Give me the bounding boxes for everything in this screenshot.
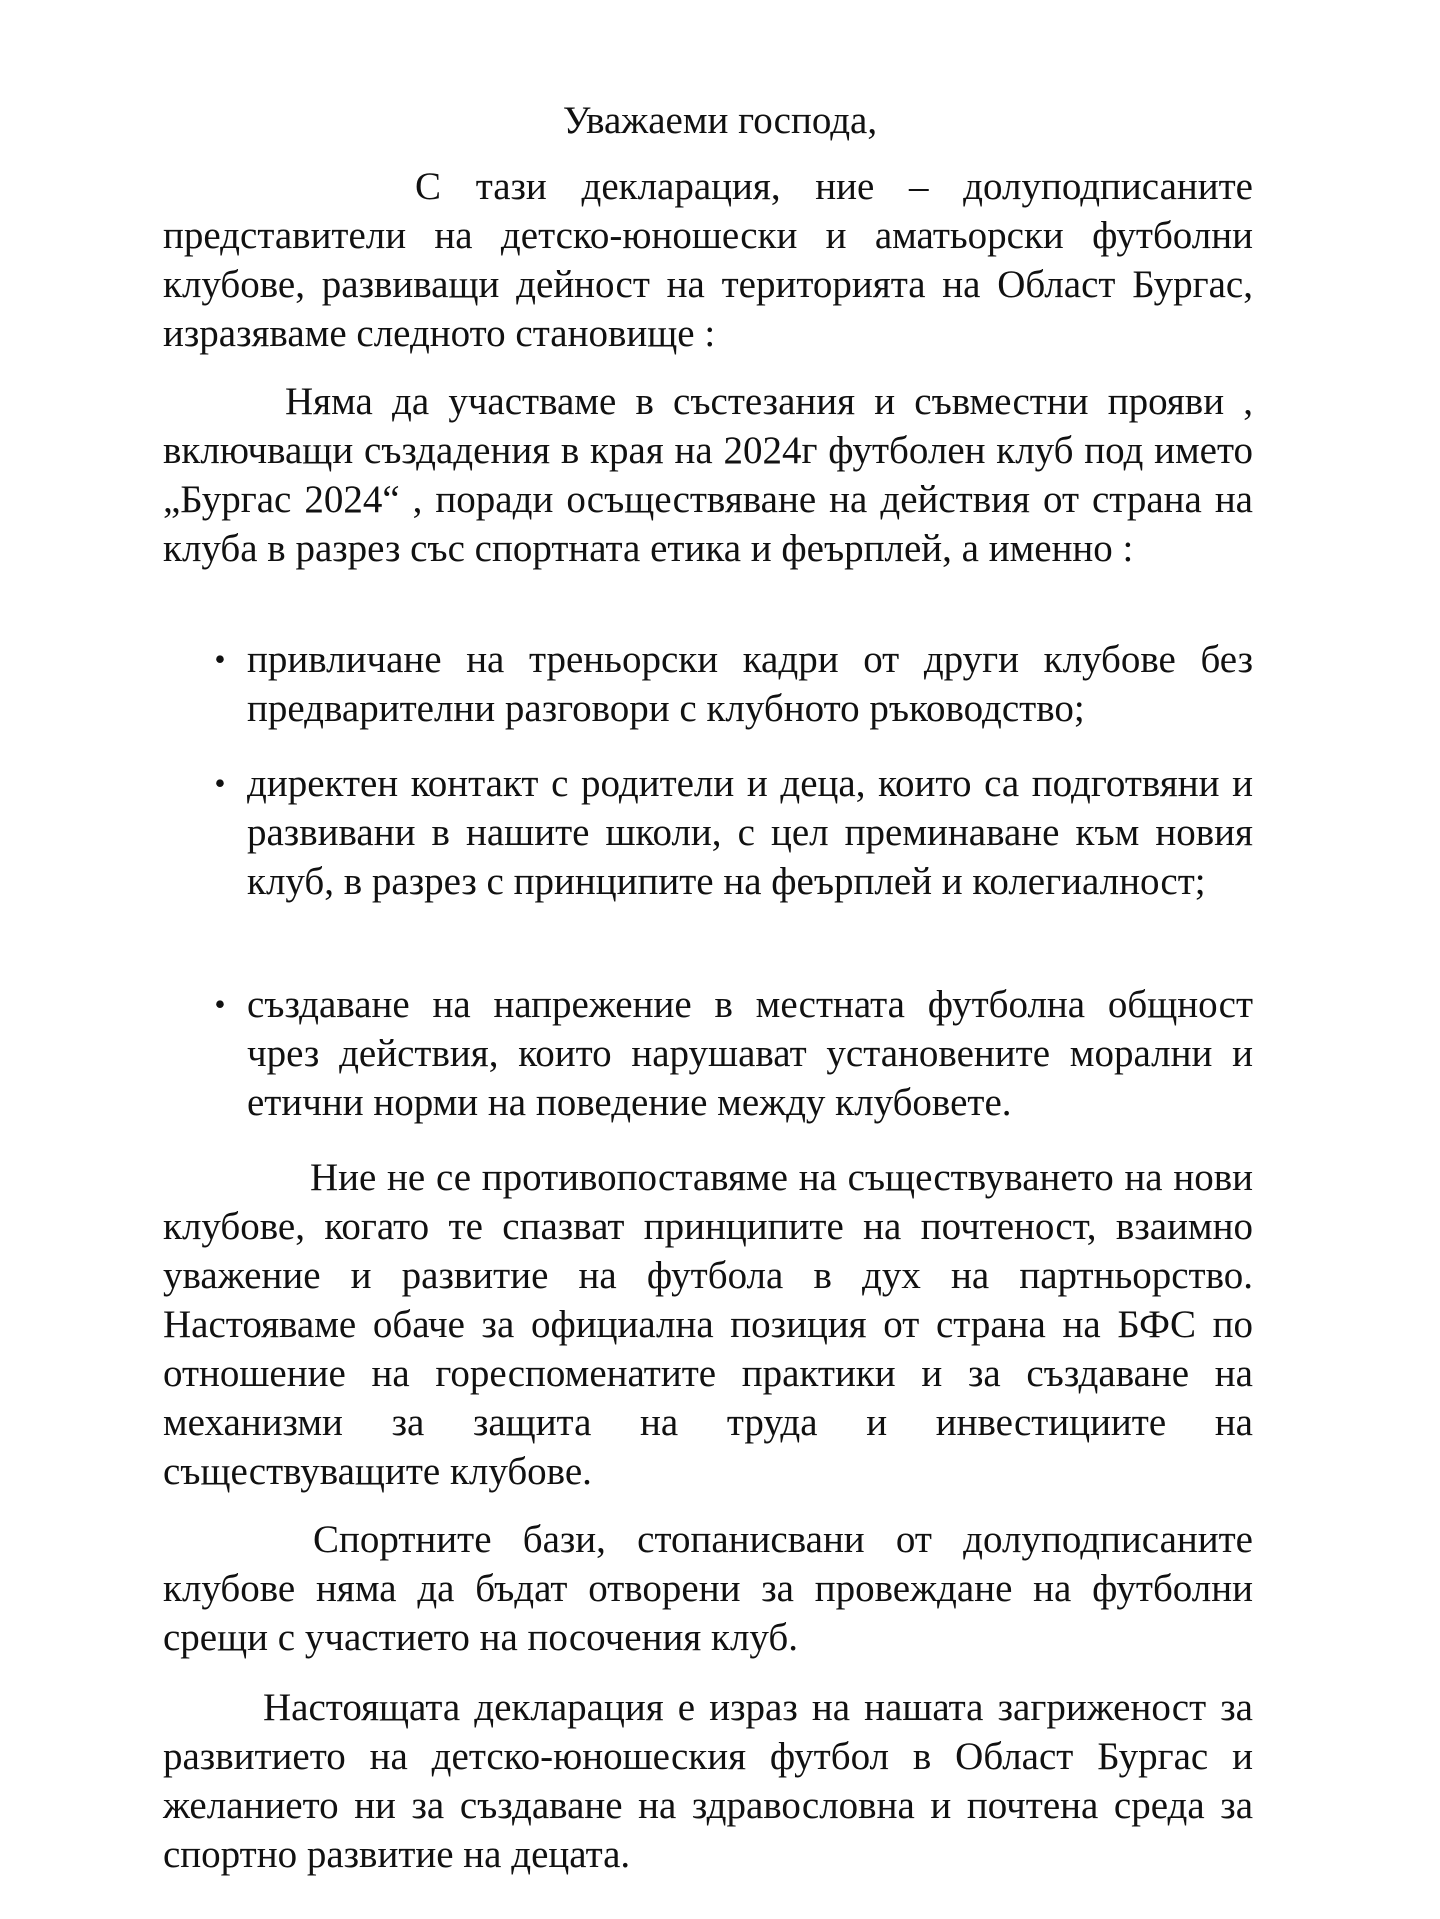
intro-paragraph: С тази декларация, ние – долуподписаните представители на детско-юношески и аматьорски футболни клубове, развиващи дейност на територията на Област Бургас, изразяваме следното становище : xyxy=(163,165,1253,355)
bullet-icon: • xyxy=(214,986,226,1022)
list-item-text: директен контакт с родители и деца, които са подготвяни и развивани в нашите школи, с цел преминаване към новия клуб, в разрез с принципите на феърплей и колегиалност; xyxy=(247,762,1253,903)
statement-paragraph: Няма да участваме в състезания и съвместни прояви , включващи създадения в края на 2024г футболен клуб под името „Бургас 2024“ , поради осъществяване на действия от страна на клуба в разрез със спортната етика и феърплей, а именно : xyxy=(163,380,1253,570)
list-item-text: създаване на напрежение в местната футболна общност чрез действия, които нарушават установените морални и етични норми на поведение между клубовете. xyxy=(247,983,1253,1124)
list-item xyxy=(214,759,1253,906)
position-paragraph: Ние не се противопоставяме на съществуването на нови клубове, когато те спазват принципите на почтеност, взаимно уважение и развитие на футбола в дух на партньорство. Настояваме обаче за официална позиция от страна на БФС по отношение на гореспоменатите практики и за създаване на механизми за защита на труда и инвестициите на съществуващите клубове. xyxy=(163,1156,1253,1493)
list-item-text: привличане на треньорски кадри от други клубове без предварителни разговори с клубното ръководство; xyxy=(247,638,1253,730)
bullet-icon: • xyxy=(214,641,226,677)
list-item xyxy=(214,980,1253,1127)
bullet-icon: • xyxy=(214,765,226,801)
salutation: Уважаеми господа, xyxy=(562,99,878,142)
closing-paragraph: Настоящата декларация е израз на нашата загриженост за развитието на детско-юношеския футбол в Област Бургас и желанието ни за създаване на здравословна и почтена среда за спортно развитие на децата. xyxy=(163,1686,1253,1876)
facilities-paragraph: Спортните бази, стопанисвани от долуподписаните клубове няма да бъдат отворени за провеждане на футболни срещи с участието на посочения клуб. xyxy=(163,1518,1253,1659)
list-item xyxy=(214,635,1253,733)
